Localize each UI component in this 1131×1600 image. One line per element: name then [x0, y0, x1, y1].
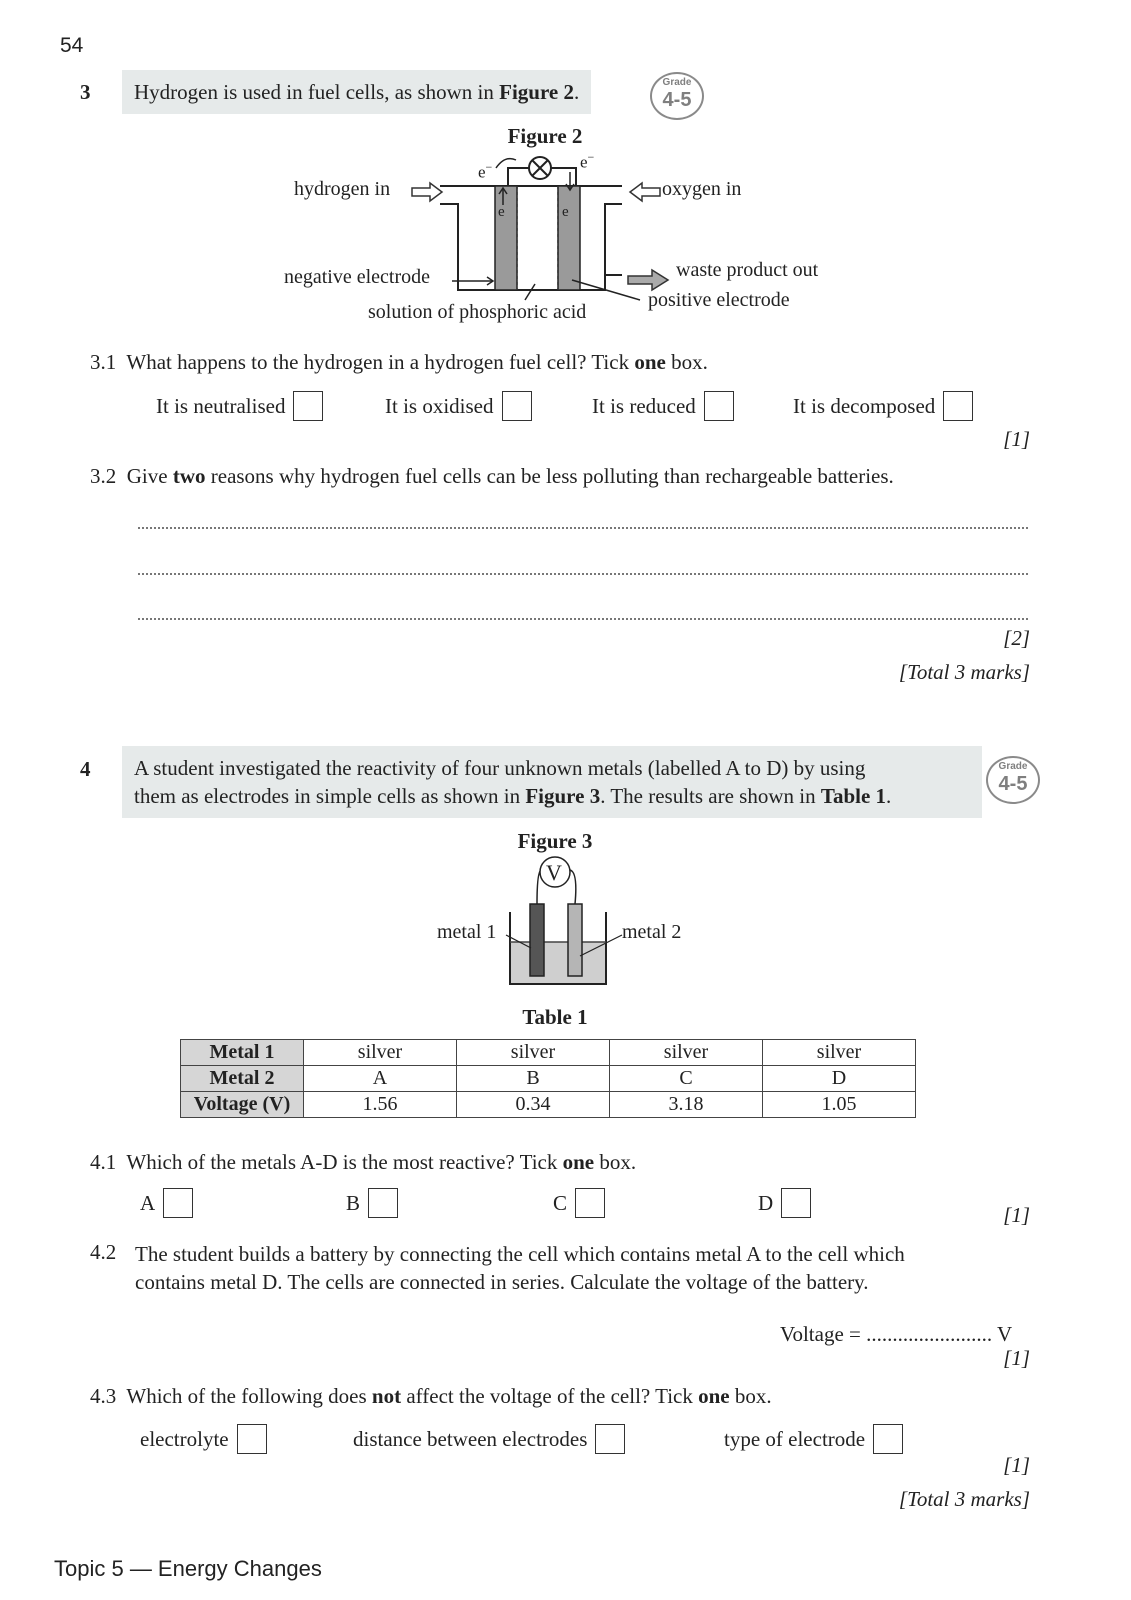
q41-number: 4.1 [90, 1150, 117, 1174]
row-header: Metal 2 [181, 1066, 304, 1092]
q31-marks: [1] [1003, 427, 1030, 451]
voltage-answer [780, 1322, 1012, 1347]
q42-marks: [1] [1003, 1346, 1030, 1370]
question-4-2 [135, 1240, 905, 1296]
voltmeter-label: V [546, 860, 562, 885]
q41-text: Which of the metals A-D is the most reactive? Tick [126, 1150, 563, 1174]
option-label: D [758, 1190, 774, 1215]
option-electrode-type[interactable] [724, 1424, 903, 1454]
q43-text-bold-2: one [698, 1384, 730, 1408]
table-cell: A [304, 1066, 457, 1092]
row-header: Voltage (V) [181, 1092, 304, 1118]
table-cell: 1.05 [763, 1092, 916, 1118]
metal-2-electrode [568, 904, 582, 976]
option-b[interactable] [346, 1188, 398, 1218]
q31-number: 3.1 [90, 350, 117, 374]
grade-badge-range: 4-5 [998, 773, 1028, 795]
option-label: type of electrode [724, 1426, 866, 1451]
q41-text-end: box. [594, 1150, 637, 1174]
q43-text-end: box. [729, 1384, 772, 1408]
question-4-2-number: 4.2 [90, 1240, 117, 1264]
q43-text-mid: affect the voltage of the cell? Tick [401, 1384, 699, 1408]
option-c[interactable] [553, 1188, 605, 1218]
table-1-title: Table 1 [522, 1005, 588, 1029]
q4-intro-line2: them as electrodes in simple cells as shown in Figure 3. The results are shown in Table 1. [134, 784, 892, 808]
voltage-answer-field[interactable]: ........................ [866, 1322, 993, 1346]
label-metal-1: metal 1 [437, 921, 497, 943]
q32-text: Give [126, 464, 173, 488]
q4-intro-line1: A student investigated the reactivity of four unknown metals (labelled A to D) by using [134, 756, 866, 780]
q31-text-end: box. [665, 350, 708, 374]
label-negative-electrode: negative electrode [284, 266, 431, 288]
grade-badge-word: Grade [662, 77, 692, 88]
tick-box[interactable] [237, 1424, 267, 1454]
label-electron-top-right: e− [580, 150, 595, 172]
label-metal-2: metal 2 [622, 921, 682, 943]
table-cell: 1.56 [304, 1092, 457, 1118]
table-cell: silver [304, 1040, 457, 1066]
question-4-number: 4 [80, 757, 91, 781]
tick-box[interactable] [163, 1188, 193, 1218]
label-waste-product-out: waste product out [676, 259, 819, 281]
q31-text: What happens to the hydrogen in a hydrogen fuel cell? Tick [126, 350, 635, 374]
label-hydrogen-in: hydrogen in [294, 178, 391, 200]
question-4-1 [90, 1150, 636, 1175]
question-4-3 [90, 1384, 772, 1409]
table-cell: silver [457, 1040, 610, 1066]
grade-badge-word: Grade [998, 761, 1028, 772]
tick-box[interactable] [873, 1424, 903, 1454]
voltage-unit: V [992, 1322, 1013, 1346]
results-table [180, 1039, 916, 1118]
table-cell: silver [610, 1040, 763, 1066]
q42-line2: contains metal D. The cells are connected in series. Calculate the voltage of the battery. [135, 1270, 869, 1294]
q32-number: 3.2 [90, 464, 117, 488]
option-label: It is reduced [592, 393, 696, 418]
question-3-number: 3 [80, 80, 91, 104]
q41-marks: [1] [1003, 1203, 1030, 1227]
label-electron-right-electrode: e [562, 204, 569, 220]
label-positive-electrode: positive electrode [648, 289, 790, 311]
q3-intro-figure-ref: Figure 2 [499, 80, 574, 104]
option-label: B [346, 1190, 361, 1215]
q3-intro-text: Hydrogen is used in fuel cells, as shown in [134, 80, 500, 104]
table-cell: B [457, 1066, 610, 1092]
q32-text-bold: two [172, 464, 206, 488]
table-cell: C [610, 1066, 763, 1092]
option-electrolyte[interactable] [140, 1424, 267, 1454]
label-solution: solution of phosphoric acid [368, 301, 587, 323]
option-a[interactable] [140, 1188, 193, 1218]
q42-line1: The student builds a battery by connecting the cell which contains metal A to the cell which [135, 1242, 905, 1266]
table-row [181, 1066, 916, 1092]
q43-marks: [1] [1003, 1453, 1030, 1477]
option-label: A [140, 1190, 156, 1215]
table-row [181, 1040, 916, 1066]
tick-box[interactable] [575, 1188, 605, 1218]
figure-2-title: Figure 2 [507, 124, 583, 148]
tick-box[interactable] [781, 1188, 811, 1218]
option-distance[interactable] [353, 1424, 625, 1454]
q43-text-bold: not [371, 1384, 402, 1408]
option-label: It is neutralised [156, 393, 286, 418]
table-row [181, 1092, 916, 1118]
grade-badge-range: 4-5 [662, 89, 692, 111]
table-cell: silver [763, 1040, 916, 1066]
table-cell: D [763, 1066, 916, 1092]
q4-total-marks: [Total 3 marks] [898, 1487, 1030, 1511]
option-label: distance between electrodes [353, 1426, 588, 1451]
option-label: C [553, 1190, 568, 1215]
option-label: It is oxidised [385, 393, 494, 418]
q32-text-end: reasons why hydrogen fuel cells can be less polluting than rechargeable batteries. [205, 464, 894, 488]
q31-text-bold: one [634, 350, 666, 374]
footer-topic: Topic 5 — Energy Changes [54, 1556, 322, 1581]
tick-box[interactable] [368, 1188, 398, 1218]
figure-3-title: Figure 3 [517, 829, 593, 853]
q32-marks: [2] [1003, 626, 1030, 650]
option-label: electrolyte [140, 1426, 229, 1451]
q43-number: 4.3 [90, 1384, 117, 1408]
label-oxygen-in: oxygen in [662, 178, 742, 200]
page-number: 54 [60, 34, 84, 57]
option-label: It is decomposed [793, 393, 936, 418]
electrolyte-fill [510, 942, 606, 984]
q3-total-marks: [Total 3 marks] [898, 660, 1030, 684]
table-cell: 0.34 [457, 1092, 610, 1118]
option-d[interactable] [758, 1188, 811, 1218]
tick-box[interactable] [595, 1424, 625, 1454]
metal-1-electrode [530, 904, 544, 976]
q3-intro-end: . [573, 80, 580, 104]
q43-text: Which of the following does [126, 1384, 372, 1408]
voltage-label: Voltage = [780, 1322, 867, 1346]
row-header: Metal 1 [181, 1040, 304, 1066]
label-electron-left-electrode: e [498, 204, 505, 220]
q41-text-bold: one [562, 1150, 595, 1174]
table-cell: 3.18 [610, 1092, 763, 1118]
label-electron-top-left: e− [478, 160, 493, 182]
